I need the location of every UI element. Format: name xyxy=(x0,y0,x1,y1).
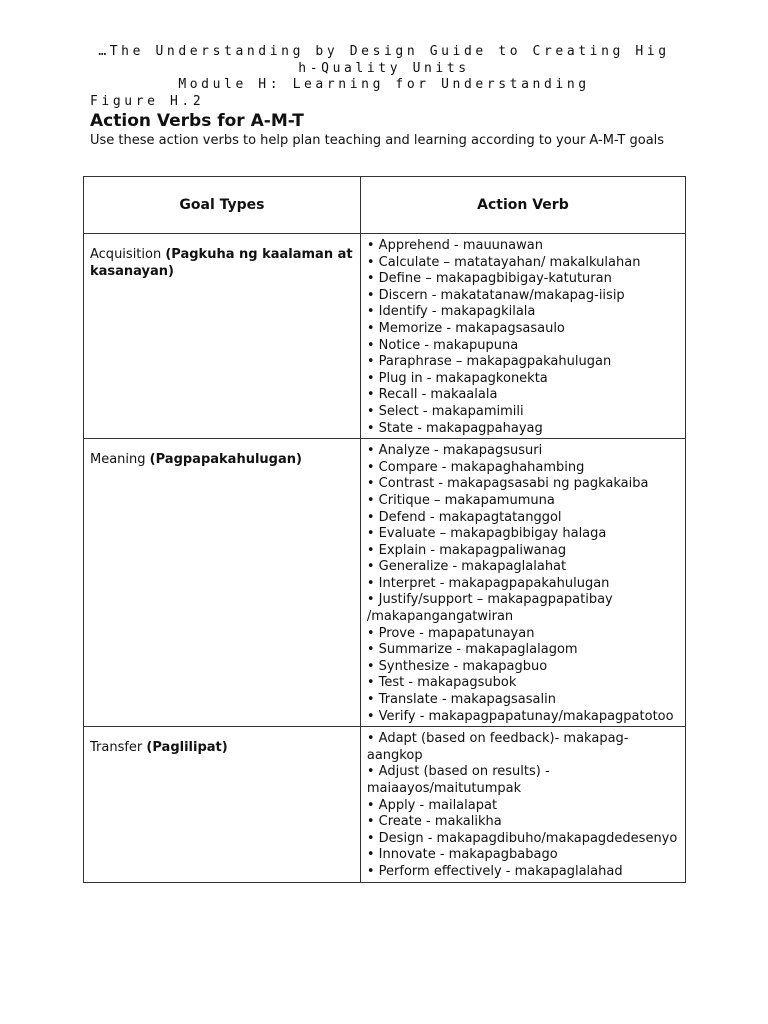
action-verb-item: • State - makapagpahayag xyxy=(366,420,543,436)
goal-type-translation: (Pagkuha ng kaalaman at kasanayan) xyxy=(90,247,353,279)
action-verb-item: • Adjust (based on results) - maiaayos/maitutumpak xyxy=(366,764,550,796)
action-verb-item: • Interpret - makapagpapakahulugan xyxy=(366,575,610,591)
action-verb-item: • Prove - mapapatunayan xyxy=(366,625,535,641)
action-verb-item: • Critique – makapamumuna xyxy=(366,492,555,508)
action-verb-item: • Apply - mailalapat xyxy=(366,797,498,813)
running-title-line-1: …The Understanding by Design Guide to Creating Hig xyxy=(98,44,670,59)
action-verb-list xyxy=(367,238,679,437)
action-verb-cell xyxy=(360,439,685,727)
goal-type-name: Meaning xyxy=(90,452,146,468)
goal-type-translation: (Pagpapakahulugan) xyxy=(149,452,302,468)
action-verb-item: • Adapt (based on feedback)- makapag-aangkop xyxy=(366,731,629,763)
intro-text: Use these action verbs to help plan teaching and learning according to your A-M-T goals xyxy=(90,133,665,148)
action-verb-item: • Perform effectively - makapaglalahad xyxy=(366,863,623,879)
goal-type-cell xyxy=(84,439,361,727)
table-header-row xyxy=(84,177,686,234)
table-row xyxy=(84,727,686,882)
goal-type-name: Acquisition xyxy=(90,247,162,262)
action-verb-item: • Test - makapagsubok xyxy=(366,675,517,691)
action-verb-item: • Define – makapagbibigay-katuturan xyxy=(366,271,612,287)
action-verb-item: • Generalize - makapaglalahat xyxy=(366,559,567,575)
goal-type-cell xyxy=(84,727,361,882)
action-verb-item: • Evaluate – makapagbibigay halaga xyxy=(366,526,607,542)
action-verb-cell xyxy=(360,234,685,439)
action-verb-item: • Synthesize - makapagbuo xyxy=(366,658,548,674)
action-verb-item: • Select - makapamimili xyxy=(366,403,524,419)
action-verb-item: • Analyze - makapagsusuri xyxy=(366,443,543,459)
figure-label: Figure H.2 xyxy=(90,93,205,109)
goal-type-name: Transfer xyxy=(90,740,143,756)
action-verb-item: • Explain - makapagpaliwanag xyxy=(366,542,567,558)
action-verb-item: • Compare - makapaghahambing xyxy=(366,459,585,475)
table-body xyxy=(84,234,686,883)
action-verb-item: • Memorize - makapagsasaulo xyxy=(366,320,565,336)
action-verb-list xyxy=(367,443,679,725)
action-verb-item: • Create - makalikha xyxy=(366,814,502,830)
action-verb-list xyxy=(367,731,679,880)
page-title: Action Verbs for A-M-T xyxy=(90,111,304,131)
action-verb-item: • Summarize - makapaglalagom xyxy=(366,642,578,658)
action-verb-item: • Verify - makapagpapatunay/makapagpatotoo xyxy=(366,708,674,724)
action-verb-cell xyxy=(360,727,685,882)
goal-type-cell xyxy=(84,234,361,439)
action-verb-item: • Plug in - makapagkonekta xyxy=(366,370,548,386)
action-verbs-table xyxy=(83,176,686,883)
action-verb-item: • Discern - makatatanaw/makapag-iisip xyxy=(366,287,625,303)
action-verb-item: • Apprehend - mauunawan xyxy=(366,238,543,253)
action-verb-item: • Calculate – matatayahan/ makalkulahan xyxy=(366,254,641,270)
running-title-line-2: h-Quality Units xyxy=(298,60,470,76)
document-header xyxy=(84,44,684,149)
module-title: Module H: Learning for Understanding xyxy=(178,77,590,92)
column-header-goal-types: Goal Types xyxy=(84,177,361,234)
action-verb-item: • Paraphrase – makapagpakahulugan xyxy=(366,354,612,370)
action-verb-item: • Justify/support – makapagpapatibay /makapangangatwiran xyxy=(366,592,613,625)
action-verb-item: • Recall - makaalala xyxy=(366,387,498,403)
column-header-action-verb: Action Verb xyxy=(360,177,685,234)
table-row xyxy=(84,234,686,439)
action-verb-item: • Notice - makapupuna xyxy=(366,337,519,353)
action-verb-item: • Contrast - makapagsasabi ng pagkakaiba xyxy=(366,476,649,492)
action-verb-item: • Design - makapagdibuho/makapagdedesenyo xyxy=(366,830,678,846)
action-verb-item: • Identify - makapagkilala xyxy=(366,304,536,320)
table-row xyxy=(84,439,686,727)
action-verb-item: • Innovate - makapagbabago xyxy=(366,847,558,863)
action-verb-item: • Defend - makapagtatanggol xyxy=(366,509,562,525)
action-verb-item: • Translate - makapagsasalin xyxy=(366,692,556,708)
goal-type-translation: (Paglilipat) xyxy=(146,740,228,756)
